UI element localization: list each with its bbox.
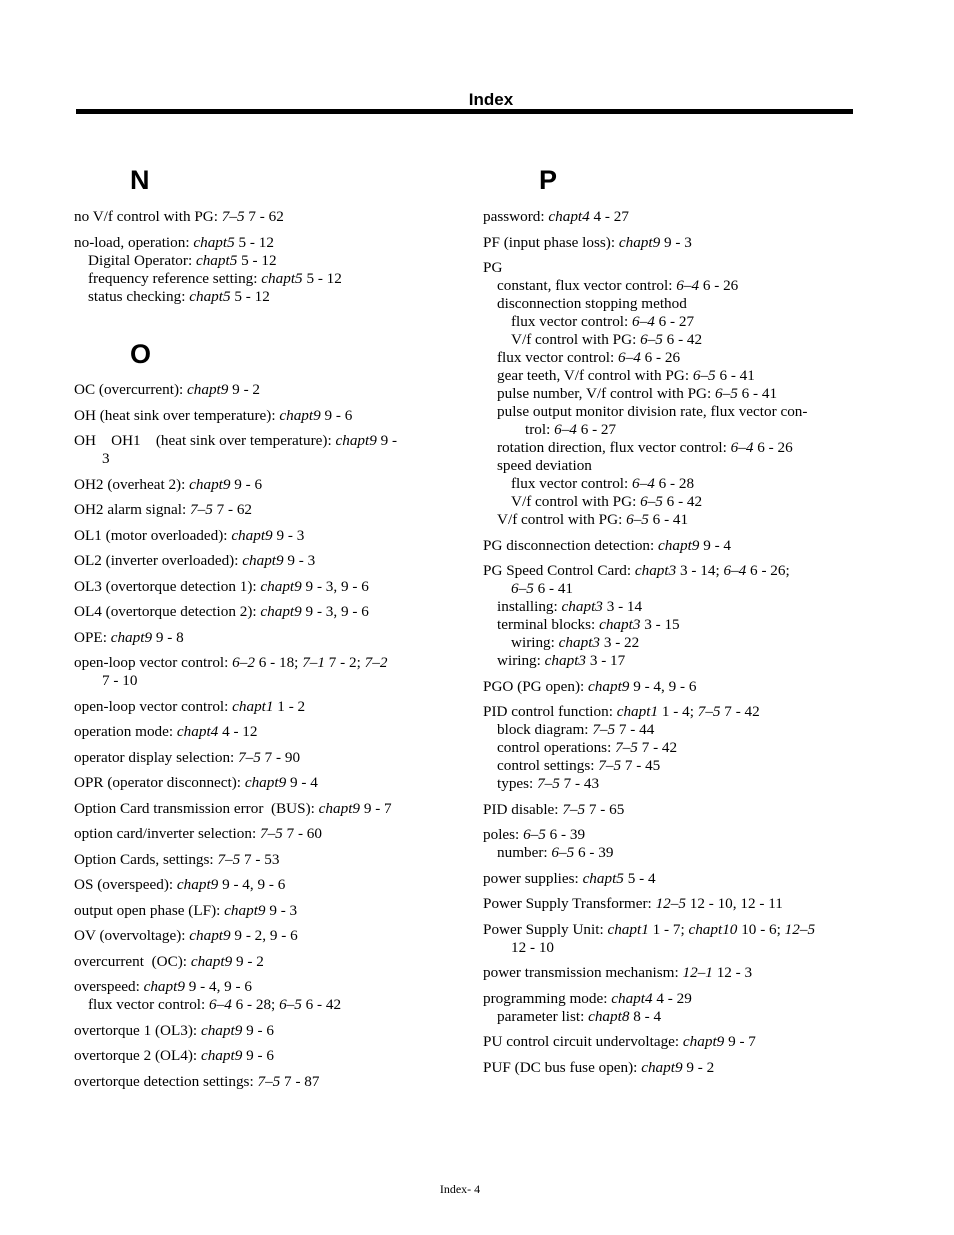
index-entry <box>74 552 446 570</box>
page-header <box>0 90 954 110</box>
index-entry <box>74 501 446 519</box>
header-title: Index <box>468 90 514 109</box>
index-entry <box>74 978 446 1014</box>
index-term: PG disconnection detection: chapt9 9 - 4 <box>483 536 732 554</box>
index-subterm: V/f control with PG: 6–5 6 - 41 <box>497 511 689 528</box>
index-entry <box>74 953 446 971</box>
header-rule <box>76 109 853 114</box>
index-subterm: number: 6–5 6 - 39 <box>497 844 614 861</box>
index-term: overtorque 2 (OL4): chapt9 9 - 6 <box>74 1047 274 1064</box>
index-entry <box>483 1059 855 1077</box>
index-subterm: parameter list: chapt8 8 - 4 <box>497 1007 662 1025</box>
index-subterm: V/f control with PG: 6–5 6 - 42 <box>511 493 703 510</box>
index-term: operation mode: chapt4 4 - 12 <box>74 723 258 740</box>
index-entry <box>74 723 446 741</box>
index-term: PGO (PG open): chapt9 9 - 4, 9 - 6 <box>483 677 697 695</box>
index-entry <box>483 826 855 862</box>
index-entry <box>74 432 446 468</box>
index-entry <box>74 603 446 621</box>
index-term: overcurrent (OC): chapt9 9 - 2 <box>74 952 264 970</box>
index-term: open-loop vector control: 6–2 6 - 18; 7–1 7 - 2; 7–2 <box>74 654 388 671</box>
index-entry <box>483 1033 855 1051</box>
index-entry <box>483 921 855 957</box>
index-entry <box>483 678 855 696</box>
index-term: Option Cards, settings: 7–5 7 - 53 <box>74 850 280 868</box>
index-subterm: constant, flux vector control: 6–4 6 - 26 <box>497 277 739 294</box>
index-subterm: trol: 6–4 6 - 27 <box>525 421 617 438</box>
index-term: OL4 (overtorque detection 2): chapt9 9 - 3, 9 - 6 <box>74 603 369 620</box>
index-term: OL2 (inverter overloaded): chapt9 9 - 3 <box>74 552 316 569</box>
index-term: PG <box>483 259 503 276</box>
index-subterm: rotation direction, flux vector control: 6–4 6 - 26 <box>497 439 793 456</box>
index-subterm: flux vector control: 6–4 6 - 28; 6–5 6 - 42 <box>88 996 342 1013</box>
index-term: output open phase (LF): chapt9 9 - 3 <box>74 901 298 919</box>
index-term: programming mode: chapt4 4 - 29 <box>483 989 692 1007</box>
index-term: power transmission mechanism: 12–1 12 - 3 <box>483 964 753 981</box>
index-term: overtorque 1 (OL3): chapt9 9 - 6 <box>74 1021 274 1039</box>
index-entry <box>74 1022 446 1040</box>
index-entry <box>74 698 446 716</box>
index-term: PU control circuit undervoltage: chapt9 9 - 7 <box>483 1033 756 1050</box>
index-subterm: terminal blocks: chapt3 3 - 15 <box>497 616 680 633</box>
index-entry <box>483 964 855 982</box>
index-term: OH2 (overheat 2): chapt9 9 - 6 <box>74 475 263 493</box>
index-entry <box>74 825 446 843</box>
index-term: Power Supply Transformer: 12–5 12 - 10, 12 - 11 <box>483 895 783 912</box>
index-subterm: 6–5 6 - 41 <box>511 580 574 597</box>
index-subterm: 7 - 10 <box>102 672 138 689</box>
index-term: poles: 6–5 6 - 39 <box>483 826 586 843</box>
section-p-entries <box>483 208 855 1084</box>
index-term: OL3 (overtorque detection 1): chapt9 9 - 3, 9 - 6 <box>74 577 369 595</box>
index-term: Power Supply Unit: chapt1 1 - 7; chapt10 10 - 6; 12–5 <box>483 920 816 938</box>
index-term: OPR (operator disconnect): chapt9 9 - 4 <box>74 774 318 791</box>
index-subterm: flux vector control: 6–4 6 - 26 <box>497 349 681 366</box>
index-term: no-load, operation: chapt5 5 - 12 <box>74 233 274 251</box>
index-entry <box>74 851 446 869</box>
index-subterm: block diagram: 7–5 7 - 44 <box>497 721 655 738</box>
index-term: overtorque detection settings: 7–5 7 - 87 <box>74 1072 320 1090</box>
index-term: PF (input phase loss): chapt9 9 - 3 <box>483 233 692 251</box>
index-subterm: 12 - 10 <box>511 938 555 956</box>
section-n-entries <box>74 208 446 313</box>
index-term: OS (overspeed): chapt9 9 - 4, 9 - 6 <box>74 876 286 893</box>
index-term: PID control function: chapt1 1 - 4; 7–5 7 - 42 <box>483 703 760 720</box>
section-o-entries <box>74 381 446 1098</box>
index-subterm: installing: chapt3 3 - 14 <box>497 598 643 615</box>
index-term: option card/inverter selection: 7–5 7 - 60 <box>74 825 322 842</box>
index-subterm: wiring: chapt3 3 - 17 <box>497 652 626 669</box>
index-subterm: types: 7–5 7 - 43 <box>497 775 600 792</box>
index-term: OH OH1 (heat sink over temperature): chapt9 9 - <box>74 432 398 449</box>
index-subterm: Digital Operator: chapt5 5 - 12 <box>88 251 277 269</box>
index-term: overspeed: chapt9 9 - 4, 9 - 6 <box>74 978 253 995</box>
index-subterm: disconnection stopping method <box>497 295 687 312</box>
index-term: no V/f control with PG: 7–5 7 - 62 <box>74 208 284 225</box>
section-letter-p: P <box>539 165 558 195</box>
index-entry <box>483 537 855 555</box>
index-entry <box>74 527 446 545</box>
index-subterm: frequency reference setting: chapt5 5 - 12 <box>88 269 342 287</box>
index-term: OPE: chapt9 9 - 8 <box>74 628 184 646</box>
index-term: OH2 alarm signal: 7–5 7 - 62 <box>74 501 253 518</box>
index-entry <box>483 259 855 529</box>
index-term: OV (overvoltage): chapt9 9 - 2, 9 - 6 <box>74 927 298 944</box>
index-entry <box>483 208 855 226</box>
index-term: password: chapt4 4 - 27 <box>483 208 629 225</box>
index-subterm: control settings: 7–5 7 - 45 <box>497 757 661 774</box>
index-subterm: control operations: 7–5 7 - 42 <box>497 739 678 756</box>
index-entry <box>74 629 446 647</box>
index-subterm: pulse output monitor division rate, flux vector con- <box>497 403 808 420</box>
index-entry <box>74 208 446 226</box>
index-entry <box>483 801 855 819</box>
index-term: Option Card transmission error (BUS): chapt9 9 - 7 <box>74 799 392 817</box>
index-entry <box>74 578 446 596</box>
index-entry <box>74 876 446 894</box>
index-entry <box>74 654 446 690</box>
index-entry <box>74 749 446 767</box>
index-entry <box>74 774 446 792</box>
index-subterm: gear teeth, V/f control with PG: 6–5 6 - 41 <box>497 367 755 384</box>
index-term: PG Speed Control Card: chapt3 3 - 14; 6–4 6 - 26; <box>483 562 790 579</box>
index-term: OC (overcurrent): chapt9 9 - 2 <box>74 381 261 398</box>
index-entry <box>483 895 855 913</box>
index-subterm: wiring: chapt3 3 - 22 <box>511 634 640 651</box>
index-subterm: 3 <box>102 450 110 467</box>
index-entry <box>483 562 855 670</box>
section-letter-o: O <box>130 339 152 369</box>
index-entry <box>74 407 446 425</box>
index-subterm: flux vector control: 6–4 6 - 27 <box>511 313 695 330</box>
index-subterm: flux vector control: 6–4 6 - 28 <box>511 475 695 492</box>
index-entry <box>74 1073 446 1091</box>
index-entry <box>74 234 446 306</box>
index-entry <box>483 870 855 888</box>
index-entry <box>74 927 446 945</box>
page-number: Index- 4 <box>439 1182 481 1196</box>
index-subterm: pulse number, V/f control with PG: 6–5 6 - 41 <box>497 385 778 402</box>
index-term: PID disable: 7–5 7 - 65 <box>483 800 625 818</box>
index-entry <box>74 1047 446 1065</box>
index-subterm: status checking: chapt5 5 - 12 <box>88 287 270 305</box>
index-subterm: V/f control with PG: 6–5 6 - 42 <box>511 331 703 348</box>
index-entry <box>74 902 446 920</box>
index-term: power supplies: chapt5 5 - 4 <box>483 869 656 887</box>
index-entry <box>74 476 446 494</box>
index-entry <box>483 703 855 793</box>
index-entry <box>483 990 855 1026</box>
index-entry <box>74 800 446 818</box>
index-term: operator display selection: 7–5 7 - 90 <box>74 748 301 766</box>
index-entry <box>483 234 855 252</box>
page-footer <box>0 1182 954 1197</box>
index-entry <box>74 381 446 399</box>
index-term: PUF (DC bus fuse open): chapt9 9 - 2 <box>483 1058 715 1076</box>
section-letter-n: N <box>130 165 150 195</box>
index-subterm: speed deviation <box>497 457 592 474</box>
index-term: OH (heat sink over temperature): chapt9 9 - 6 <box>74 406 353 424</box>
index-term: open-loop vector control: chapt1 1 - 2 <box>74 697 306 715</box>
index-term: OL1 (motor overloaded): chapt9 9 - 3 <box>74 526 305 544</box>
